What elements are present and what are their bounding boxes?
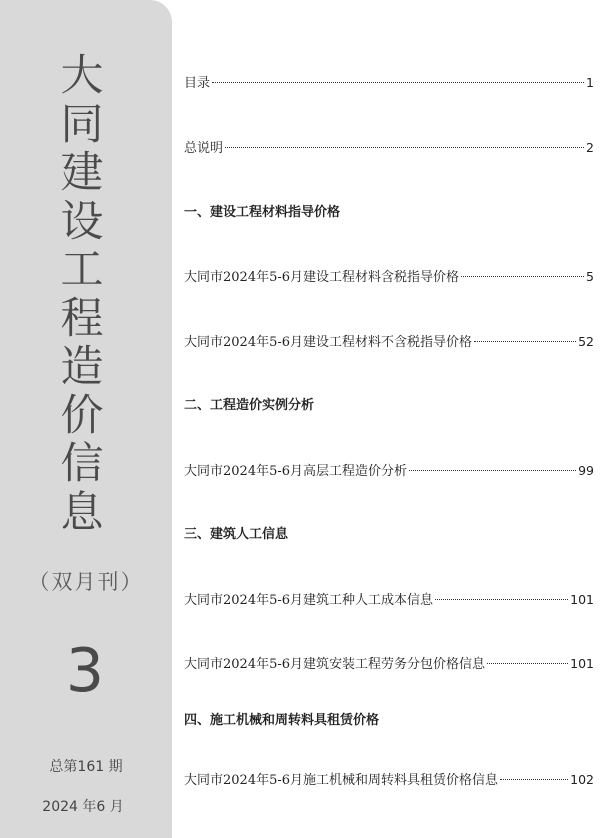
toc-entry-label: 目录 xyxy=(184,76,211,91)
title-char: 价 xyxy=(60,390,104,441)
dot-leader xyxy=(225,147,584,148)
title-char: 造 xyxy=(60,342,104,392)
publication-date: 2024 年6 月 xyxy=(42,799,124,815)
toc-entry-label: 大同市2024年5-6月高层工程造价分析 xyxy=(184,464,408,479)
dot-leader xyxy=(461,276,584,277)
dot-leader xyxy=(212,82,584,83)
toc-entry-general-notes[interactable] xyxy=(184,139,594,158)
toc-entry[interactable] xyxy=(184,591,594,610)
title-char: 息 xyxy=(60,487,104,538)
dot-leader xyxy=(409,470,576,471)
title-char: 工 xyxy=(60,245,104,295)
title-char: 大 xyxy=(60,51,104,101)
dot-leader xyxy=(500,779,568,780)
toc-section-heading[interactable]: 二、工程造价实例分析 xyxy=(184,398,315,413)
toc-entry[interactable] xyxy=(184,333,594,352)
total-issue-number: 总第161 期 xyxy=(49,759,123,775)
toc-entry[interactable] xyxy=(184,462,594,481)
publication-title xyxy=(52,52,112,537)
toc-page-number: 101 xyxy=(570,592,594,607)
toc-entry-label: 大同市2024年5-6月建设工程材料不含税指导价格 xyxy=(184,335,473,350)
toc-entry[interactable] xyxy=(184,268,594,287)
publication-frequency: （双月刊） xyxy=(28,570,144,594)
toc-entry[interactable] xyxy=(184,771,594,790)
toc-page-number: 2 xyxy=(586,140,594,155)
toc-page-number: 1 xyxy=(586,75,594,90)
toc-page-number: 101 xyxy=(570,656,594,671)
toc-section-heading[interactable]: 三、建筑人工信息 xyxy=(184,527,289,542)
toc-entry-label: 大同市2024年5-6月建筑工种人工成本信息 xyxy=(184,593,434,608)
toc-entry[interactable] xyxy=(184,655,594,674)
toc-page-number: 102 xyxy=(570,772,594,787)
toc-page-number: 52 xyxy=(578,334,594,349)
toc-section-heading[interactable]: 四、施工机械和周转料具租赁价格 xyxy=(184,713,380,728)
title-char: 信 xyxy=(60,439,104,489)
toc-entry-label: 大同市2024年5-6月建筑安装工程劳务分包价格信息 xyxy=(184,657,486,672)
toc-page-number: 5 xyxy=(586,269,594,284)
toc-entry-label: 大同市2024年5-6月建设工程材料含税指导价格 xyxy=(184,270,460,285)
title-char: 设 xyxy=(60,196,104,247)
dot-leader xyxy=(487,663,568,664)
title-char: 程 xyxy=(60,293,104,344)
toc-entry-label: 大同市2024年5-6月施工机械和周转料具租赁价格信息 xyxy=(184,773,499,788)
cover-sidebar xyxy=(0,0,172,838)
toc-section-heading[interactable]: 一、建设工程材料指导价格 xyxy=(184,205,341,220)
title-char: 建 xyxy=(60,148,104,198)
title-char: 同 xyxy=(60,99,104,150)
dot-leader xyxy=(474,341,576,342)
toc-entry-contents[interactable] xyxy=(184,74,594,93)
toc-entry-label: 总说明 xyxy=(184,141,224,156)
issue-number: 3 xyxy=(65,636,105,706)
toc-page-number: 99 xyxy=(578,463,594,478)
dot-leader xyxy=(435,599,568,600)
